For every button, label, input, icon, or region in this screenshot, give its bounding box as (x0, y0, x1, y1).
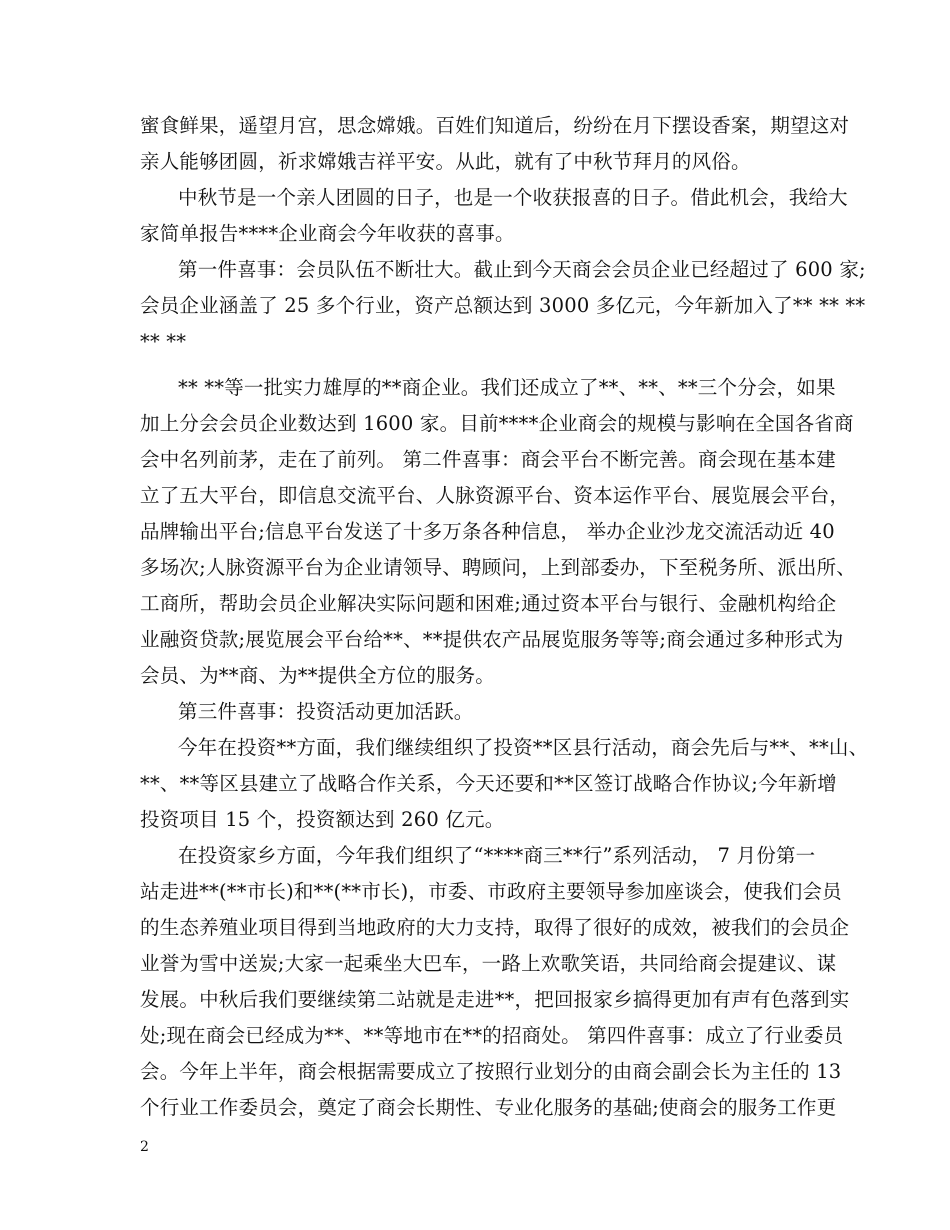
text-line: 第三件喜事：投资活动更加活跃。 (178, 700, 474, 723)
text-line: 个行业工作委员会，奠定了商会长期性、专业化服务的基础;使商会的服务工作更 (140, 1096, 837, 1119)
text-line: 业誉为雪中送炭;大家一起乘坐大巴车，一路上欢歌笑语，共同给商会提建议、谋 (140, 952, 837, 975)
text-line: 在投资家乡方面，今年我们组织了“****商三**行”系列活动， 7 月份第一 (178, 844, 816, 867)
text-line: 会员、为**商、为**提供全方位的服务。 (140, 664, 496, 687)
text-line: 品牌输出平台;信息平台发送了十多万条各种信息， 举办企业沙龙交流活动近 40 (140, 520, 835, 543)
text-line: 立了五大平台，即信息交流平台、人脉资源平台、资本运作平台、展览展会平台， (140, 484, 850, 507)
text-line: 业融资贷款;展览展会平台给**、**提供农产品展览服务等等;商会通过多种形式为 (140, 628, 844, 651)
text-line: **、**等区县建立了战略合作关系，今天还要和**区签订战略合作协议;今年新增 (140, 772, 837, 795)
text-line: ** **等一批实力雄厚的**商企业。我们还成立了**、**、**三个分会，如果 (178, 376, 836, 399)
text-line: 蜜食鲜果，遥望月宫，思念嫦娥。百姓们知道后，纷纷在月下摆设香案，期望这对 (140, 114, 850, 137)
text-line: 中秋节是一个亲人团圆的日子，也是一个收获报喜的日子。借此机会，我给大 (178, 186, 848, 209)
text-line: 第一件喜事：会员队伍不断壮大。截止到今天商会会员企业已经超过了 600 家; (178, 258, 866, 281)
text-line: 加上分会会员企业数达到 1600 家。目前****企业商会的规模与影响在全国各省商 (140, 412, 854, 435)
text-line: 会中名列前茅，走在了前列。 第二件喜事：商会平台不断完善。商会现在基本建 (140, 448, 836, 471)
text-line: 多场次;人脉资源平台为企业请领导、聘顾问，上到部委办，下至税务所、派出所、 (140, 556, 856, 579)
text-line: 处;现在商会已经成为**、**等地市在**的招商处。 第四件喜事：成立了行业委员 (140, 1024, 844, 1047)
text-line: 投资项目 15 个，投资额达到 260 亿元。 (140, 808, 505, 831)
text-line: 会员企业涵盖了 25 多个行业，资产总额达到 3000 多亿元，今年新加入了** ** ** (140, 294, 866, 317)
text-line: ** ** (140, 330, 187, 353)
text-line: 会。今年上半年，商会根据需要成立了按照行业划分的由商会副会长为主任的 13 (140, 1060, 842, 1083)
text-line: 工商所，帮助会员企业解决实际问题和困难;通过资本平台与银行、金融机构给企 (140, 592, 837, 615)
text-line: 今年在投资**方面，我们继续组织了投资**区县行活动，商会先后与**、**山、 (178, 736, 869, 759)
text-line: 的生态养殖业项目得到当地政府的大力支持，取得了很好的成效，被我们的会员企 (140, 916, 850, 939)
text-line: 发展。中秋后我们要继续第二站就是走进**，把回报家乡搞得更加有声有色落到实 (140, 988, 850, 1011)
text-line: 家简单报告****企业商会今年收获的喜事。 (140, 222, 515, 245)
text-line: 站走进**(**市长)和**(**市长)，市委、市政府主要领导参加座谈会，使我们会员 (140, 880, 842, 903)
body-text (140, 108, 869, 1126)
paragraph-gap (140, 360, 830, 370)
text-line: 亲人能够团圆，祈求嫦娥吉祥平安。从此，就有了中秋节拜月的风俗。 (140, 150, 751, 173)
page-number: 2 (140, 1139, 149, 1155)
